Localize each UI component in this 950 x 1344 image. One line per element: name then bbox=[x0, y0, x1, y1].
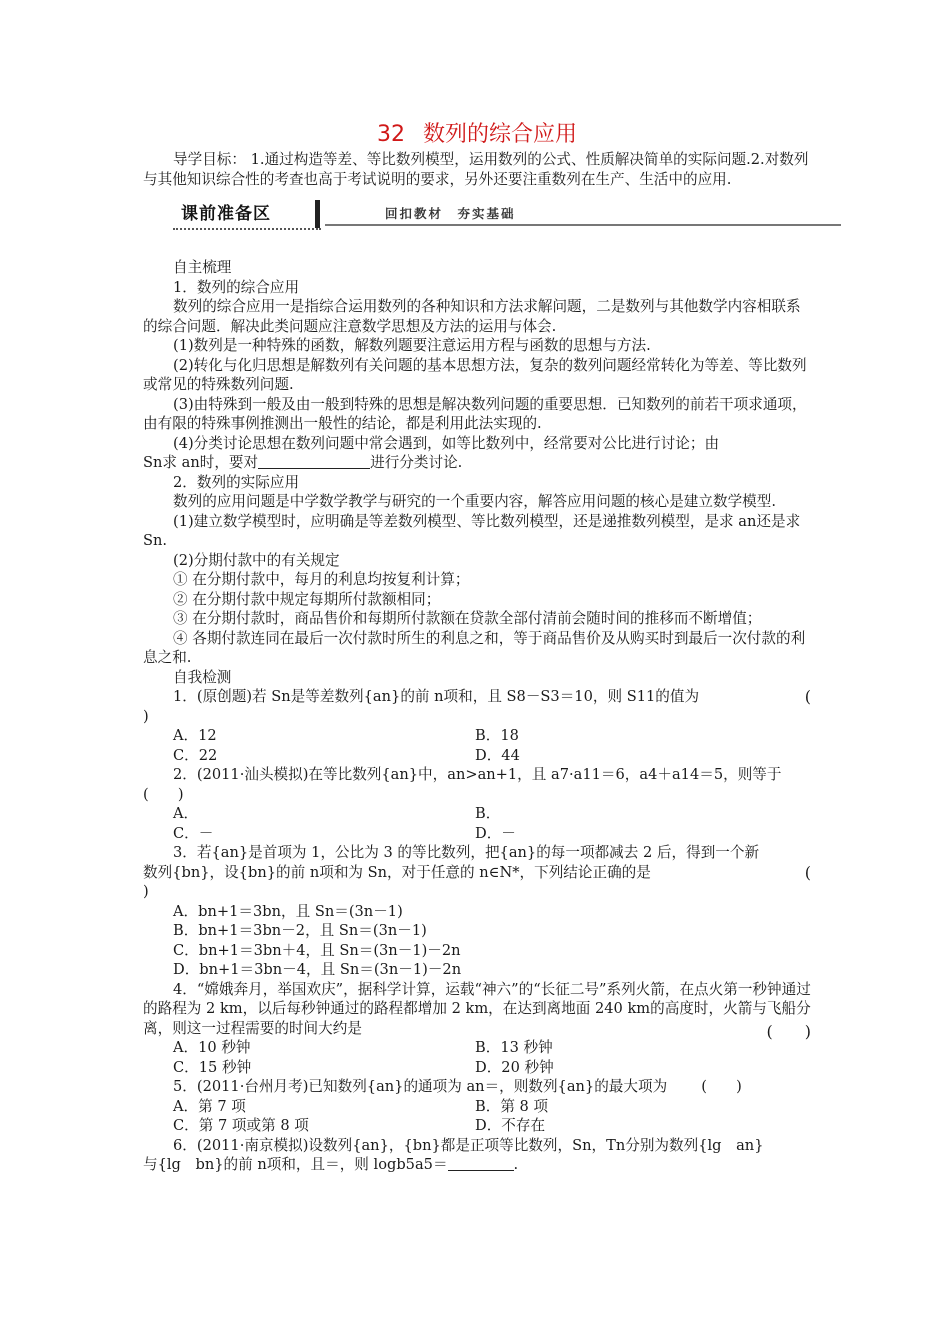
option-a[interactable]: A．第 7 项 bbox=[173, 1097, 246, 1115]
question-3 bbox=[143, 863, 811, 883]
section-2-title: 2．数列的实际应用 bbox=[173, 473, 300, 491]
option-a[interactable]: A．12 bbox=[173, 727, 217, 744]
section-1-title: 1．数列的综合应用 bbox=[173, 278, 300, 296]
section-1-point-4-cont bbox=[143, 453, 811, 473]
option-c[interactable]: C．15 秒钟 bbox=[173, 1058, 252, 1076]
question-6-stem: 与{lg bn}的前 n项和，且＝，则 logb5a5＝ bbox=[143, 1156, 448, 1173]
question-5 bbox=[143, 1077, 811, 1097]
question-6-end: . bbox=[513, 1156, 519, 1173]
answer-blank[interactable] bbox=[448, 1156, 514, 1171]
fill-blank[interactable] bbox=[258, 454, 370, 469]
option-c[interactable]: C．22 bbox=[173, 746, 218, 764]
rule-2: ② 在分期付款中规定每期所付款额相同； bbox=[173, 590, 441, 608]
option-b[interactable]: B．第 8 项 bbox=[475, 1097, 549, 1115]
option-c[interactable]: C．bn+1＝3bn＋4，且 Sn＝(3n－1)－2n bbox=[173, 941, 461, 959]
option-b[interactable]: B．13 秒钟 bbox=[475, 1039, 553, 1056]
section-2-point-2: (2)分期付款中的有关规定 bbox=[173, 551, 340, 569]
section-banner bbox=[143, 198, 811, 242]
option-d[interactable]: D．－ bbox=[475, 824, 516, 842]
answer-paren: ( bbox=[804, 862, 811, 882]
option-a[interactable]: A． bbox=[173, 805, 199, 822]
option-a[interactable]: A．10 秒钟 bbox=[173, 1039, 251, 1056]
option-d[interactable]: D．不存在 bbox=[475, 1117, 546, 1134]
question-3-text-b: 数列{bn}，设{bn}的前 n项和为 Sn，对于任意的 n∈N*，下列结论正确的是 bbox=[143, 863, 651, 881]
question-4-options-row-1 bbox=[143, 1038, 811, 1058]
question-1-tail: ) bbox=[143, 707, 149, 725]
section-1-point-3: (3)由特殊到一般及由一般到特殊的思想是解决数列问题的重要思想．已知数列的前若干项求通项，由有限的特殊事例推测出一般性的结论，都是利用此法实现的. bbox=[143, 395, 807, 432]
option-c[interactable]: C．第 7 项或第 8 项 bbox=[173, 1117, 309, 1134]
answer-paren: ( ) bbox=[701, 1078, 742, 1095]
question-1-options-row-1 bbox=[143, 726, 811, 746]
question-1-options-row-2 bbox=[143, 746, 811, 766]
question-1-text: 1．(原创题)若 Sn是等差数列{an}的前 n项和，且 S8－S3＝10，则 S11的值为 bbox=[173, 688, 700, 705]
option-d[interactable]: D．bn+1＝3bn－4，且 Sn＝(3n－1)－2n bbox=[173, 961, 462, 978]
answer-paren: ( bbox=[804, 687, 811, 706]
option-d[interactable]: D．20 秒钟 bbox=[475, 1058, 554, 1076]
question-4-text: 4．“嫦娥奔月，举国欢庆”，据科学计算，运载“神六”的“长征二号”系列火箭，在点火第一秒钟通过的路程为 2 km，以后每秒钟通过的路程都增加 2 km，在达到离地面 240 km的高度时，火箭与飞船分离，则这一过程需要的时间大约是 bbox=[143, 980, 811, 1037]
document-page bbox=[143, 120, 811, 1175]
option-b[interactable]: B． bbox=[475, 805, 501, 822]
question-4-options-row-2 bbox=[143, 1058, 811, 1078]
question-5-options-row-1 bbox=[143, 1097, 811, 1117]
banner-dots bbox=[173, 228, 321, 230]
question-5-stem: 5．(2011·台州月考)已知数列{an}的通项为 an＝，则数列{an}的最大项为 bbox=[173, 1078, 668, 1095]
option-b[interactable]: B．bn+1＝3bn－2，且 Sn＝(3n－1) bbox=[173, 922, 427, 939]
question-6-text-b bbox=[143, 1155, 811, 1175]
learning-goals: 导学目标： 1.通过构造等差、等比数列模型，运用数列的公式、性质解决简单的实际问题.2.对数列与其他知识综合性的考查也高于考试说明的要求，另外还要注重数列在生产、生活中的应用. bbox=[143, 151, 809, 188]
question-5-options-row-2 bbox=[143, 1116, 811, 1136]
rule-1: ① 在分期付款中，每月的利息均按复利计算； bbox=[173, 571, 470, 588]
section-1-intro: 数列的综合应用一是指综合运用数列的各种知识和方法求解问题，二是数列与其他数学内容相联系的综合问题．解决此类问题应注意数学思想及方法的运用与体会. bbox=[143, 298, 801, 335]
question-4 bbox=[143, 980, 811, 1039]
rule-3: ③ 在分期付款时，商品售价和每期所付款额在贷款全部付清前会随时间的推移而不断增值； bbox=[173, 610, 762, 627]
page-title bbox=[143, 120, 811, 150]
option-c[interactable]: C．－ bbox=[173, 824, 214, 842]
question-1 bbox=[143, 687, 811, 707]
selfcheck-heading: 自我检测 bbox=[173, 668, 232, 686]
question-2-tail: ( ) bbox=[143, 785, 184, 803]
banner-rule bbox=[325, 224, 841, 226]
question-3-text-a: 3．若{an}是首项为 1，公比为 3 的等比数列，把{an}的每一项都减去 2 后，得到一个新 bbox=[173, 844, 760, 861]
question-2-options-row-2 bbox=[143, 824, 811, 844]
point-4-text-c: 进行分类讨论. bbox=[370, 454, 463, 471]
rule-4: ④ 各期付款连同在最后一次付款时所生的利息之和，等于商品售价及从购买时到最后一次付款的利息之和. bbox=[143, 629, 806, 666]
banner-subtitle: 回扣教材 夯实基础 bbox=[385, 206, 516, 221]
review-heading: 自主梳理 bbox=[173, 259, 232, 276]
question-2-options-row-1 bbox=[143, 804, 811, 824]
point-4-text-a: (4)分类讨论思想在数列问题中常会遇到，如等比数列中，经常要对公比进行讨论；由 bbox=[173, 434, 720, 452]
section-2-intro: 数列的应用问题是中学数学教学与研究的一个重要内容，解答应用问题的核心是建立数学模型. bbox=[173, 493, 776, 510]
title-number: 32 bbox=[376, 122, 405, 147]
banner-bar bbox=[315, 200, 320, 228]
question-2-text: 2．(2011·汕头模拟)在等比数列{an}中，an>an+1，且 a7·a11＝6，a4＋a14＝5，则等于 bbox=[173, 766, 782, 783]
option-a[interactable]: A．bn+1＝3bn，且 Sn＝(3n－1) bbox=[173, 902, 403, 920]
title-text: 数列的综合应用 bbox=[422, 122, 577, 147]
question-3-tail: ) bbox=[143, 883, 149, 900]
section-2-point-1: (1)建立数学模型时，应明确是等差数列模型、等比数列模型，还是递推数列模型，是求 an还是求 Sn. bbox=[143, 512, 801, 549]
option-b[interactable]: B．18 bbox=[475, 727, 519, 744]
question-5-text bbox=[143, 1077, 811, 1097]
banner-title: 课前准备区 bbox=[173, 202, 279, 226]
question-6-text-a: 6．(2011·南京模拟)设数列{an}，{bn}都是正项等比数列，Sn，Tn分别为数列{lg an} bbox=[173, 1136, 764, 1154]
point-4-text-b: Sn求 an时，要对 bbox=[143, 454, 259, 471]
section-1-point-4 bbox=[143, 434, 811, 454]
answer-paren: ( ) bbox=[766, 1021, 811, 1041]
option-d[interactable]: D．44 bbox=[475, 746, 520, 764]
section-1-point-1: (1)数列是一种特殊的函数，解数列题要注意运用方程与函数的思想与方法. bbox=[173, 337, 651, 354]
section-1-point-2: (2)转化与化归思想是解数列有关问题的基本思想方法，复杂的数列问题经常转化为等差、等比数列或常见的特殊数列问题. bbox=[143, 356, 807, 393]
